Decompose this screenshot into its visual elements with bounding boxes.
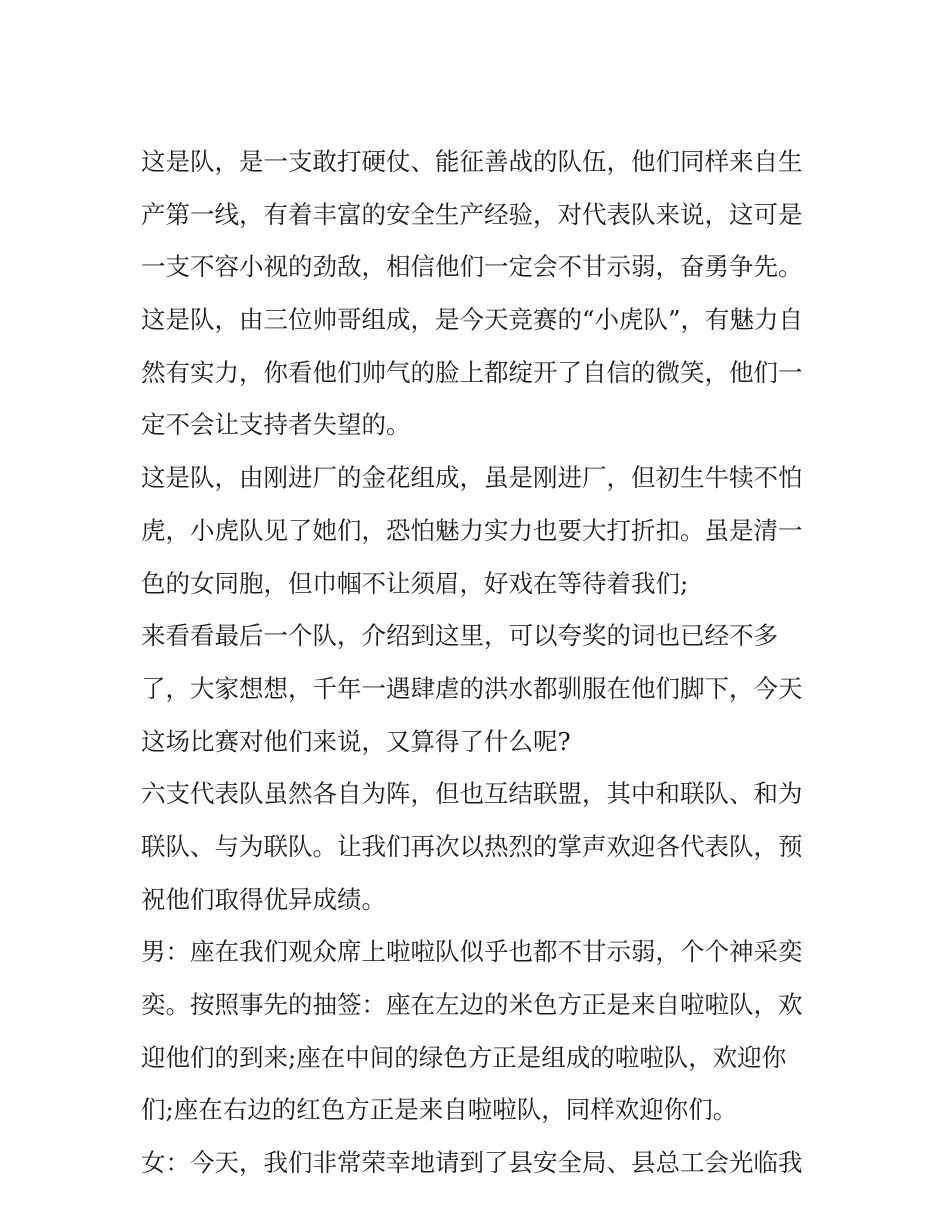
text-line: 六支代表队虽然各自为阵，但也互结联盟，其中和联队、和为 — [141, 779, 803, 809]
text-line: 女：今天，我们非常荣幸地请到了县安全局、县总工会光临我 — [141, 1148, 803, 1178]
text-line: 这是队，是一支敢打硬仗、能征善战的队伍，他们同样来自生 — [141, 147, 803, 176]
text-line: 产第一线，有着丰富的安全生产经验，对代表队来说，这可是 — [141, 199, 803, 229]
text-line: 来看看最后一个队，介绍到这里，可以夸奖的词也已经不多 — [141, 621, 778, 651]
text-line: 们;座在右边的红色方正是来自啦啦队，同样欢迎你们。 — [141, 1095, 738, 1125]
text-line: 定不会让支持者失望的。 — [141, 410, 411, 440]
text-line: 这是队，由刚进厂的金花组成，虽是刚进厂，但初生牛犊不怕 — [141, 463, 803, 493]
text-line: 色的女同胞，但巾帼不让须眉，好戏在等待着我们; — [141, 568, 689, 598]
text-line: 一支不容小视的劲敌，相信他们一定会不甘示弱，奋勇争先。 — [141, 252, 803, 282]
text-line: 迎他们的到来;座在中间的绿色方正是组成的啦啦队，欢迎你 — [141, 1042, 787, 1072]
text-line: 了，大家想想，千年一遇肆虐的洪水都驯服在他们脚下，今天 — [141, 673, 803, 703]
text-line: 奕。按照事先的抽签：座在左边的米色方正是来自啦啦队，欢 — [141, 990, 803, 1019]
text-line: 虎，小虎队见了她们，恐怕魅力实力也要大打折扣。虽是清一 — [141, 515, 803, 545]
text-line: 祝他们取得优异成绩。 — [141, 884, 386, 914]
text-line: 联队、与为联队。让我们再次以热烈的掌声欢迎各代表队，预 — [141, 831, 803, 861]
text-line: 男：座在我们观众席上啦啦队似乎也都不甘示弱，个个神采奕 — [141, 937, 803, 967]
text-line: 这场比赛对他们来说，又算得了什么呢? — [141, 726, 571, 756]
document-body — [141, 136, 821, 1190]
text-line: 然有实力，你看他们帅气的脸上都绽开了自信的微笑，他们一 — [141, 357, 803, 387]
text-line: 这是队，由三位帅哥组成，是今天竞赛的“小虎队”，有魅力自 — [141, 305, 804, 335]
